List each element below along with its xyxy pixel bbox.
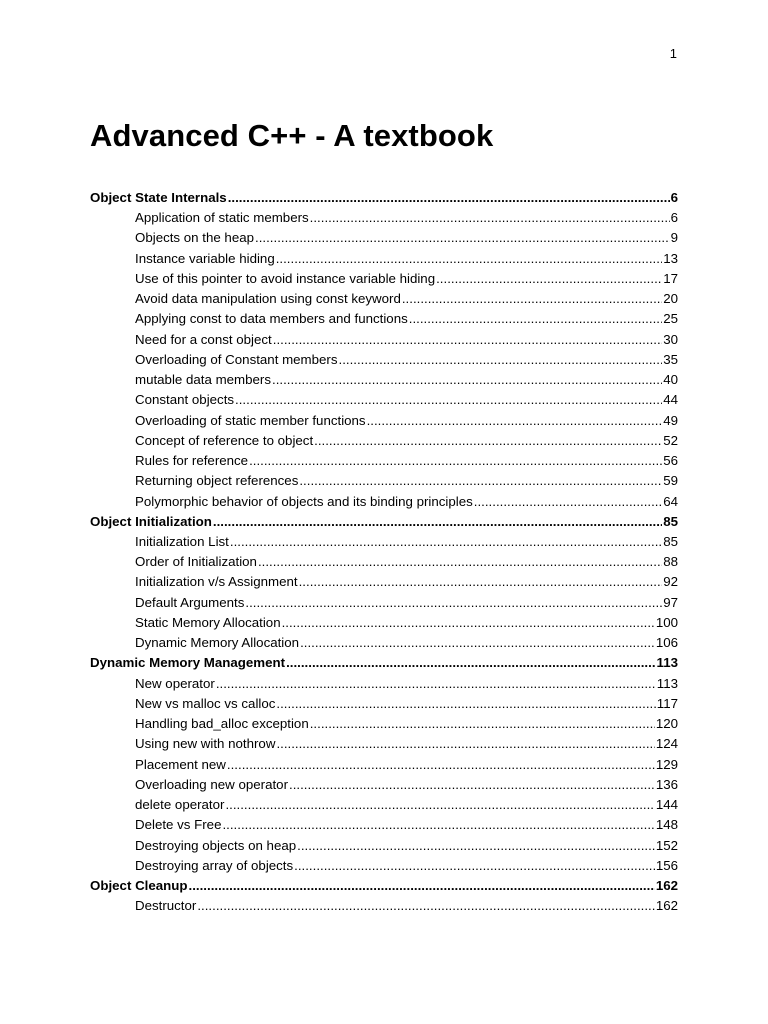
toc-entry-title: Dynamic Memory Allocation xyxy=(135,635,300,651)
toc-dot-leader xyxy=(409,311,662,326)
toc-subsection-entry xyxy=(90,453,678,473)
toc-dot-leader xyxy=(189,878,655,893)
toc-dot-leader xyxy=(289,777,655,792)
toc-section-entry xyxy=(90,514,678,534)
toc-entry-page-number: 35 xyxy=(663,351,678,367)
toc-entry-page-number: 113 xyxy=(656,655,678,671)
toc-entry-page-number: 52 xyxy=(663,432,678,448)
toc-entry-title: Avoid data manipulation using const keyword xyxy=(135,291,401,307)
toc-subsection-entry xyxy=(90,433,678,453)
toc-entry-title: Overloading new operator xyxy=(135,776,289,792)
toc-dot-leader xyxy=(255,230,670,245)
toc-subsection-entry xyxy=(90,898,678,918)
toc-dot-leader xyxy=(294,858,655,873)
toc-subsection-entry xyxy=(90,230,678,250)
toc-entry-title: Placement new xyxy=(135,756,226,772)
toc-subsection-entry xyxy=(90,777,678,797)
toc-entry-page-number: 100 xyxy=(655,614,678,630)
toc-dot-leader xyxy=(297,838,655,853)
toc-dot-leader xyxy=(310,210,670,225)
toc-entry-title: Handling bad_alloc exception xyxy=(135,716,309,732)
toc-dot-leader xyxy=(197,898,654,913)
toc-dot-leader xyxy=(402,291,662,306)
toc-subsection-entry xyxy=(90,352,678,372)
toc-entry-page-number: 49 xyxy=(663,412,678,428)
toc-subsection-entry xyxy=(90,757,678,777)
toc-subsection-entry xyxy=(90,271,678,291)
toc-entry-page-number: 136 xyxy=(655,776,678,792)
toc-entry-page-number: 85 xyxy=(663,513,678,529)
toc-entry-title: Object State Internals xyxy=(90,190,227,205)
toc-dot-leader xyxy=(227,757,655,772)
toc-dot-leader xyxy=(474,494,662,509)
toc-entry-page-number: 85 xyxy=(663,533,678,549)
toc-dot-leader xyxy=(216,676,656,691)
toc-dot-leader xyxy=(276,251,662,266)
toc-section-entry xyxy=(90,655,678,675)
toc-entry-title: Delete vs Free xyxy=(135,817,222,833)
toc-dot-leader xyxy=(230,534,662,549)
toc-subsection-entry xyxy=(90,554,678,574)
toc-entry-page-number: 144 xyxy=(655,797,678,813)
toc-dot-leader xyxy=(367,413,663,428)
toc-subsection-entry xyxy=(90,473,678,493)
toc-entry-page-number: 6 xyxy=(670,210,678,226)
toc-entry-title: Static Memory Allocation xyxy=(135,614,281,630)
toc-subsection-entry xyxy=(90,696,678,716)
toc-entry-title: Overloading of Constant members xyxy=(135,351,338,367)
document-title: Advanced C++ - A textbook xyxy=(90,118,494,153)
toc-dot-leader xyxy=(235,392,662,407)
toc-subsection-entry xyxy=(90,716,678,736)
toc-entry-title: Instance variable hiding xyxy=(135,250,275,266)
toc-dot-leader xyxy=(258,554,662,569)
toc-entry-page-number: 88 xyxy=(663,554,678,570)
toc-entry-page-number: 106 xyxy=(655,635,678,651)
toc-subsection-entry xyxy=(90,574,678,594)
toc-dot-leader xyxy=(299,473,662,488)
toc-entry-page-number: 59 xyxy=(663,473,678,489)
toc-dot-leader xyxy=(213,514,662,529)
toc-dot-leader xyxy=(225,797,654,812)
toc-entry-page-number: 25 xyxy=(663,311,678,327)
toc-entry-title: Use of this pointer to avoid instance variable hiding xyxy=(135,270,436,286)
toc-entry-page-number: 13 xyxy=(663,250,678,266)
toc-entry-title: Initialization v/s Assignment xyxy=(135,574,298,590)
toc-entry-title: Initialization List xyxy=(135,533,229,549)
toc-dot-leader xyxy=(273,332,662,347)
toc-entry-title: New operator xyxy=(135,675,215,691)
toc-dot-leader xyxy=(299,574,663,589)
toc-subsection-entry xyxy=(90,251,678,271)
toc-subsection-entry xyxy=(90,392,678,412)
toc-subsection-entry xyxy=(90,615,678,635)
toc-entry-title: Polymorphic behavior of objects and its binding principles xyxy=(135,493,473,509)
toc-entry-title: Order of Initialization xyxy=(135,554,257,570)
toc-dot-leader xyxy=(339,352,663,367)
toc-entry-title: Application of static members xyxy=(135,210,309,226)
toc-entry-page-number: 113 xyxy=(656,675,678,691)
toc-entry-title: Objects on the heap xyxy=(135,230,255,246)
toc-dot-leader xyxy=(276,696,655,711)
toc-subsection-entry xyxy=(90,210,678,230)
toc-subsection-entry xyxy=(90,635,678,655)
toc-entry-page-number: 20 xyxy=(663,291,678,307)
table-of-contents xyxy=(90,190,678,918)
toc-dot-leader xyxy=(228,190,670,205)
toc-entry-page-number: 30 xyxy=(663,331,678,347)
toc-dot-leader xyxy=(300,635,655,650)
toc-subsection-entry xyxy=(90,838,678,858)
toc-subsection-entry xyxy=(90,332,678,352)
toc-entry-page-number: 148 xyxy=(655,817,678,833)
toc-subsection-entry xyxy=(90,311,678,331)
toc-dot-leader xyxy=(310,716,655,731)
toc-subsection-entry xyxy=(90,797,678,817)
toc-entry-page-number: 162 xyxy=(655,877,678,893)
toc-entry-title: Destroying objects on heap xyxy=(135,837,297,853)
toc-entry-page-number: 156 xyxy=(655,857,678,873)
toc-subsection-entry xyxy=(90,534,678,554)
toc-entry-page-number: 17 xyxy=(663,270,678,286)
toc-entry-page-number: 129 xyxy=(655,756,678,772)
toc-subsection-entry xyxy=(90,817,678,837)
toc-entry-page-number: 97 xyxy=(663,594,678,610)
toc-entry-title: Destroying array of objects xyxy=(135,857,294,873)
toc-entry-page-number: 44 xyxy=(663,392,678,408)
toc-entry-page-number: 6 xyxy=(670,190,678,205)
toc-entry-title: delete operator xyxy=(135,797,225,813)
toc-dot-leader xyxy=(286,655,655,670)
toc-entry-title: New vs malloc vs calloc xyxy=(135,695,276,711)
toc-dot-leader xyxy=(249,453,662,468)
toc-entry-title: Object Cleanup xyxy=(90,877,188,893)
toc-entry-title: Using new with nothrow xyxy=(135,736,276,752)
toc-entry-page-number: 9 xyxy=(670,230,678,246)
toc-section-entry xyxy=(90,190,678,210)
toc-entry-page-number: 64 xyxy=(663,493,678,509)
toc-dot-leader xyxy=(436,271,662,286)
toc-subsection-entry xyxy=(90,595,678,615)
toc-subsection-entry xyxy=(90,494,678,514)
toc-entry-title: Need for a const object xyxy=(135,331,272,347)
toc-dot-leader xyxy=(222,817,654,832)
toc-subsection-entry xyxy=(90,676,678,696)
toc-subsection-entry xyxy=(90,372,678,392)
toc-dot-leader xyxy=(245,595,662,610)
toc-entry-page-number: 124 xyxy=(655,736,678,752)
toc-entry-title: Default Arguments xyxy=(135,594,245,610)
toc-section-entry xyxy=(90,878,678,898)
toc-entry-page-number: 56 xyxy=(663,453,678,469)
toc-dot-leader xyxy=(272,372,662,387)
toc-entry-page-number: 92 xyxy=(663,574,678,590)
toc-entry-page-number: 152 xyxy=(655,837,678,853)
toc-dot-leader xyxy=(314,433,662,448)
toc-entry-page-number: 120 xyxy=(655,716,678,732)
toc-entry-page-number: 40 xyxy=(663,372,678,388)
toc-entry-title: Rules for reference xyxy=(135,453,249,469)
toc-entry-page-number: 162 xyxy=(655,898,678,914)
toc-entry-title: Destructor xyxy=(135,898,197,914)
page-number: 1 xyxy=(669,46,677,61)
toc-entry-title: Dynamic Memory Management xyxy=(90,655,286,671)
toc-entry-page-number: 117 xyxy=(656,695,678,711)
toc-subsection-entry xyxy=(90,858,678,878)
toc-entry-title: Constant objects xyxy=(135,392,235,408)
toc-subsection-entry xyxy=(90,413,678,433)
toc-entry-title: Concept of reference to object xyxy=(135,432,314,448)
toc-entry-title: Overloading of static member functions xyxy=(135,412,366,428)
toc-dot-leader xyxy=(282,615,655,630)
toc-entry-title: mutable data members xyxy=(135,372,271,388)
toc-dot-leader xyxy=(276,736,654,751)
toc-entry-title: Object Initialization xyxy=(90,513,212,529)
toc-entry-title: Applying const to data members and functions xyxy=(135,311,408,327)
toc-subsection-entry xyxy=(90,291,678,311)
toc-subsection-entry xyxy=(90,736,678,756)
toc-entry-title: Returning object references xyxy=(135,473,299,489)
